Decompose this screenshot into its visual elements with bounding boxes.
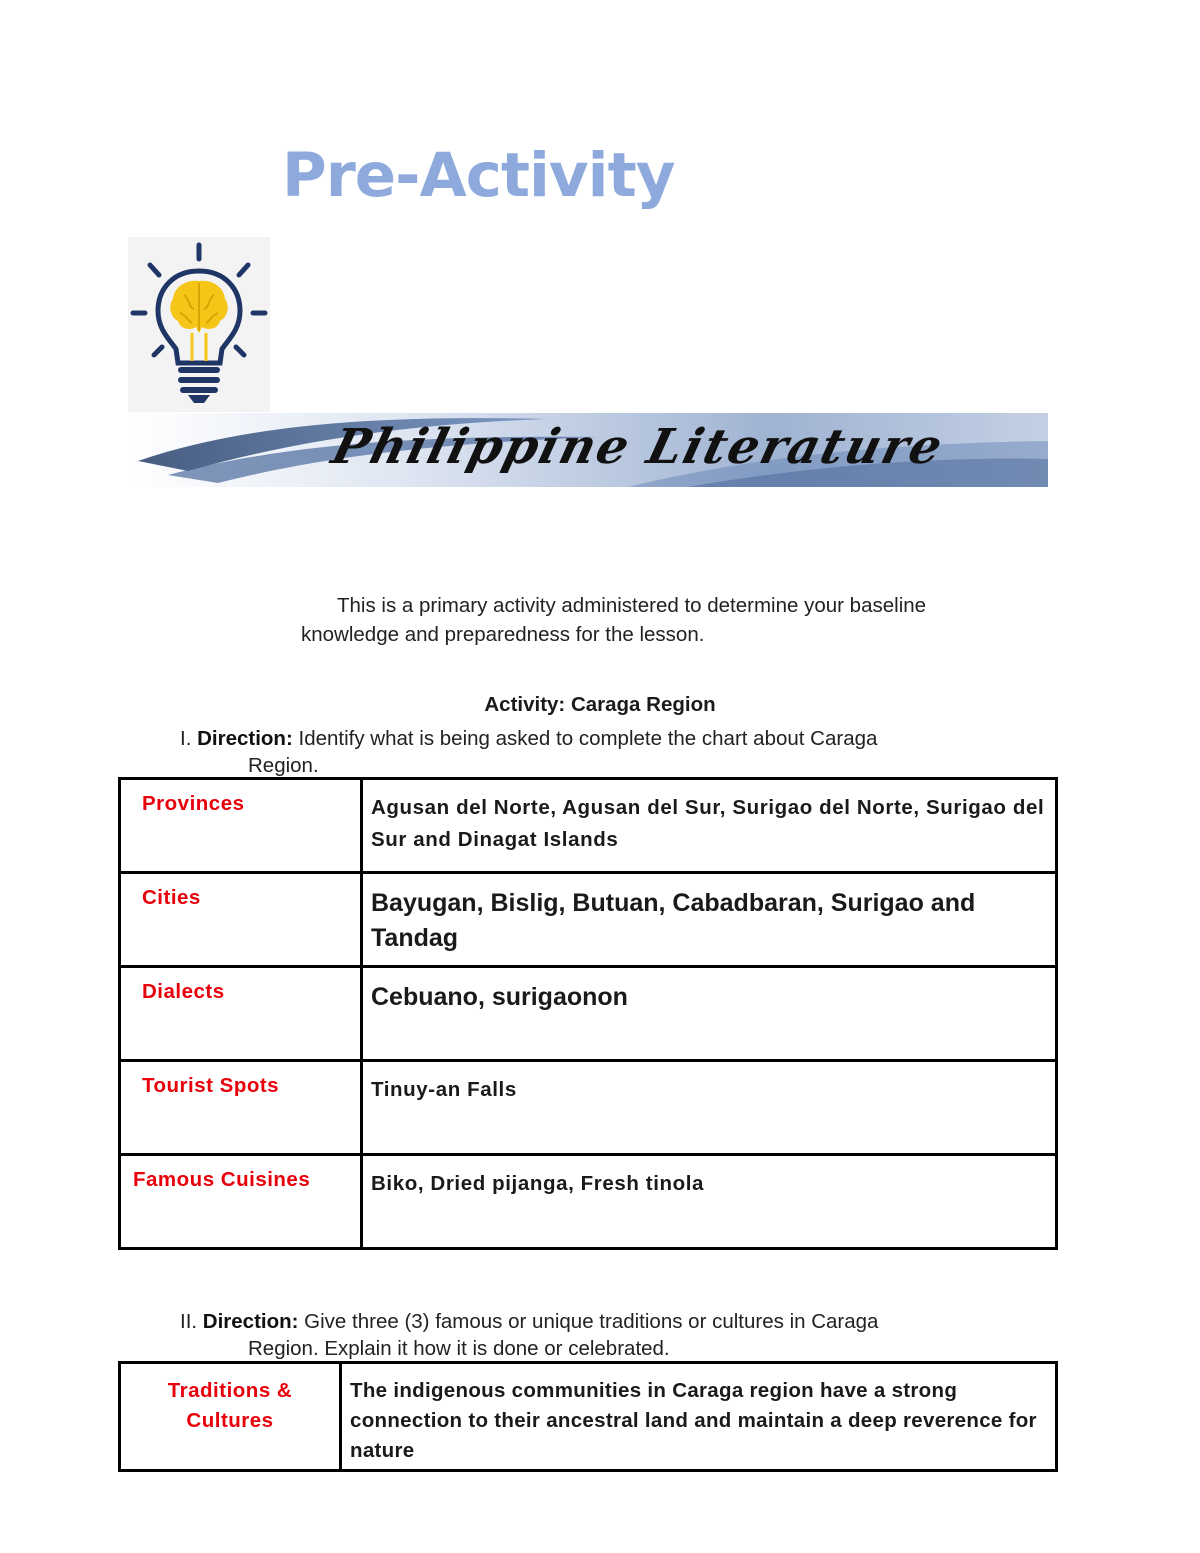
direction-1-text-cont: Region.	[248, 754, 319, 777]
row-value: Cebuano, surigaonon	[362, 967, 1057, 1061]
activity-title: Activity: Caraga Region	[484, 693, 716, 716]
lightbulb-brain-icon	[128, 237, 270, 412]
philippine-literature-banner	[128, 413, 1048, 487]
direction-1	[180, 725, 1080, 779]
row-label: Dialects	[120, 967, 362, 1061]
banner-text: Philippine Literature	[326, 419, 950, 475]
direction-2-text-cont: Region. Explain it how it is done or celebrated.	[248, 1337, 670, 1360]
intro-line-2: knowledge and preparedness for the lesson.	[301, 623, 705, 646]
row-label: Tourist Spots	[120, 1061, 362, 1155]
row-value: Bayugan, Bislig, Butuan, Cabadbaran, Surigao and Tandag	[362, 873, 1057, 967]
direction-2-number: II.	[180, 1310, 198, 1333]
table-row	[120, 779, 1057, 873]
table-row	[120, 873, 1057, 967]
row-label	[120, 1363, 341, 1471]
row-label-line-1: Traditions &	[167, 1379, 293, 1402]
direction-2	[180, 1308, 1080, 1362]
direction-2-text: Give three (3) famous or unique traditions or cultures in Caraga	[298, 1310, 879, 1333]
table-row	[120, 1061, 1057, 1155]
row-label: Provinces	[120, 779, 362, 873]
table-row	[120, 1155, 1057, 1249]
table-row	[120, 1363, 1057, 1471]
intro-line-1: This is a primary activity administered to determine your baseline	[337, 594, 927, 617]
table-row	[120, 967, 1057, 1061]
intro-paragraph	[301, 591, 1081, 649]
row-value: Agusan del Norte, Agusan del Sur, Surigao del Norte, Surigao del Sur and Dinagat Islands	[362, 779, 1057, 873]
row-label: Cities	[120, 873, 362, 967]
row-value: The indigenous communities in Caraga region have a strong connection to their ancestral land and maintain a deep reverence for nature	[341, 1363, 1057, 1471]
row-value: Biko, Dried pijanga, Fresh tinola	[362, 1155, 1057, 1249]
direction-1-label: Direction:	[197, 727, 293, 750]
row-label: Famous Cuisines	[120, 1155, 362, 1249]
caraga-chart-table	[118, 777, 1058, 1250]
page-title: Pre-Activity	[282, 140, 675, 211]
row-label-line-2: Cultures	[186, 1409, 274, 1432]
row-value: Tinuy-an Falls	[362, 1061, 1057, 1155]
direction-1-number: I.	[180, 727, 192, 750]
direction-1-text: Identify what is being asked to complete the chart about Caraga	[292, 727, 878, 750]
traditions-table	[118, 1361, 1058, 1472]
direction-2-label: Direction:	[202, 1310, 299, 1333]
